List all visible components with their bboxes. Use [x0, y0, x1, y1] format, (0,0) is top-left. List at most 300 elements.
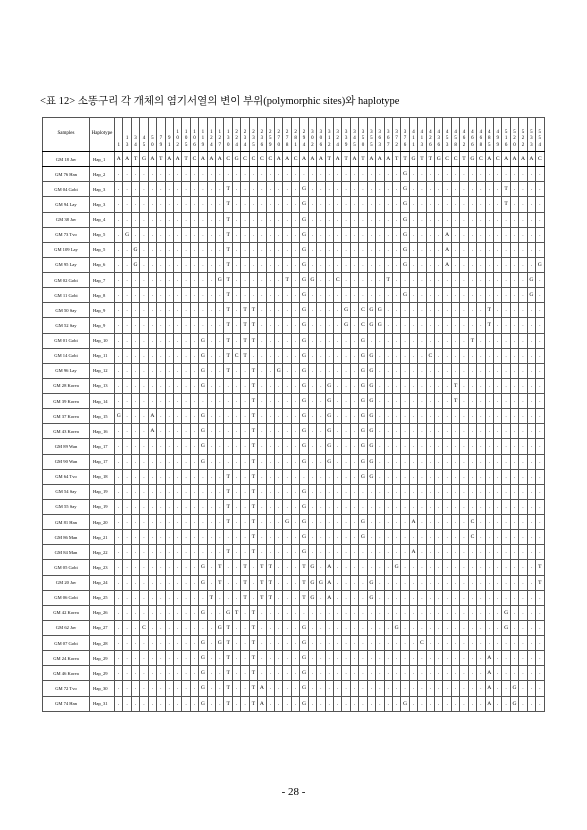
- base-cell: .: [266, 499, 274, 514]
- base-cell: .: [435, 484, 443, 499]
- base-cell: .: [291, 696, 299, 712]
- base-cell: .: [266, 545, 274, 560]
- base-cell: .: [123, 605, 131, 620]
- base-cell: .: [165, 620, 173, 635]
- base-cell: .: [409, 575, 417, 590]
- base-cell: .: [333, 409, 341, 424]
- base-cell: .: [182, 636, 190, 651]
- sample-cell: GM 86 Man: [43, 530, 90, 545]
- site-header: 2 5 9: [266, 118, 274, 152]
- base-cell: .: [409, 454, 417, 469]
- base-cell: G: [359, 515, 367, 530]
- base-cell: .: [510, 560, 518, 575]
- base-cell: .: [173, 590, 181, 605]
- base-cell: .: [165, 212, 173, 227]
- base-cell: A: [207, 152, 215, 167]
- base-cell: .: [266, 363, 274, 378]
- base-cell: .: [510, 469, 518, 484]
- site-header: 2 8 1: [291, 118, 299, 152]
- base-cell: .: [157, 605, 165, 620]
- base-cell: .: [207, 620, 215, 635]
- base-cell: .: [283, 439, 291, 454]
- base-cell: .: [173, 666, 181, 681]
- base-cell: .: [232, 212, 240, 227]
- base-cell: T: [485, 318, 493, 333]
- base-cell: .: [216, 651, 224, 666]
- base-cell: .: [258, 227, 266, 242]
- base-cell: .: [258, 409, 266, 424]
- base-cell: .: [502, 378, 510, 393]
- base-cell: .: [131, 439, 139, 454]
- base-cell: .: [468, 182, 476, 197]
- base-cell: G: [367, 378, 375, 393]
- base-cell: .: [392, 666, 400, 681]
- base-cell: .: [350, 424, 358, 439]
- base-cell: .: [342, 484, 350, 499]
- base-cell: .: [527, 636, 535, 651]
- base-cell: .: [510, 499, 518, 514]
- base-cell: .: [249, 575, 257, 590]
- base-cell: .: [502, 394, 510, 409]
- base-cell: A: [376, 152, 384, 167]
- base-cell: .: [409, 666, 417, 681]
- base-cell: .: [342, 499, 350, 514]
- base-cell: .: [325, 333, 333, 348]
- base-cell: .: [241, 212, 249, 227]
- base-cell: T: [224, 197, 232, 212]
- base-cell: .: [148, 394, 156, 409]
- base-cell: .: [342, 378, 350, 393]
- base-cell: G: [308, 273, 316, 288]
- base-cell: T: [224, 273, 232, 288]
- base-cell: .: [376, 651, 384, 666]
- base-cell: .: [435, 333, 443, 348]
- base-cell: .: [140, 409, 148, 424]
- base-cell: .: [232, 560, 240, 575]
- base-cell: .: [308, 348, 316, 363]
- base-cell: .: [384, 257, 392, 272]
- base-cell: .: [435, 227, 443, 242]
- base-cell: .: [157, 197, 165, 212]
- base-cell: .: [266, 681, 274, 696]
- base-cell: .: [232, 394, 240, 409]
- base-cell: .: [485, 363, 493, 378]
- base-cell: .: [190, 590, 198, 605]
- base-cell: .: [308, 257, 316, 272]
- base-cell: .: [409, 242, 417, 257]
- base-cell: .: [460, 409, 468, 424]
- base-cell: .: [241, 197, 249, 212]
- base-cell: .: [485, 167, 493, 182]
- base-cell: .: [173, 212, 181, 227]
- base-cell: .: [536, 333, 544, 348]
- base-cell: .: [384, 394, 392, 409]
- base-cell: G: [300, 348, 308, 363]
- base-cell: .: [182, 394, 190, 409]
- base-cell: .: [258, 499, 266, 514]
- base-cell: .: [232, 681, 240, 696]
- site-header: 1 1 9: [199, 118, 207, 152]
- base-cell: .: [190, 303, 198, 318]
- base-cell: .: [384, 424, 392, 439]
- base-cell: .: [232, 636, 240, 651]
- base-cell: .: [350, 454, 358, 469]
- base-cell: .: [502, 363, 510, 378]
- base-cell: .: [477, 424, 485, 439]
- base-cell: G: [300, 242, 308, 257]
- base-cell: .: [443, 696, 451, 712]
- base-cell: T: [502, 197, 510, 212]
- base-cell: .: [157, 530, 165, 545]
- base-cell: .: [536, 530, 544, 545]
- base-cell: .: [409, 197, 417, 212]
- base-cell: .: [317, 318, 325, 333]
- base-cell: .: [258, 530, 266, 545]
- base-cell: .: [123, 696, 131, 712]
- base-cell: .: [148, 288, 156, 303]
- base-cell: G: [317, 575, 325, 590]
- base-cell: C: [241, 152, 249, 167]
- base-cell: .: [392, 227, 400, 242]
- base-cell: .: [350, 182, 358, 197]
- base-cell: .: [536, 303, 544, 318]
- base-cell: G: [376, 318, 384, 333]
- site-header: 3 4: [131, 118, 139, 152]
- base-cell: .: [131, 696, 139, 712]
- base-cell: A: [485, 651, 493, 666]
- base-cell: .: [148, 515, 156, 530]
- base-cell: G: [199, 363, 207, 378]
- base-cell: .: [409, 363, 417, 378]
- base-cell: .: [325, 484, 333, 499]
- base-cell: .: [519, 242, 527, 257]
- base-cell: .: [350, 651, 358, 666]
- base-cell: .: [426, 378, 434, 393]
- base-cell: T: [485, 303, 493, 318]
- base-cell: T: [536, 560, 544, 575]
- base-cell: T: [224, 348, 232, 363]
- base-cell: .: [359, 257, 367, 272]
- base-cell: .: [199, 303, 207, 318]
- base-cell: .: [367, 257, 375, 272]
- base-cell: A: [333, 152, 341, 167]
- base-cell: .: [249, 167, 257, 182]
- base-cell: .: [485, 560, 493, 575]
- base-cell: .: [283, 605, 291, 620]
- base-cell: .: [165, 409, 173, 424]
- base-cell: .: [207, 333, 215, 348]
- base-cell: .: [493, 409, 501, 424]
- base-cell: .: [182, 409, 190, 424]
- base-cell: .: [376, 575, 384, 590]
- base-cell: .: [232, 484, 240, 499]
- haplotype-cell: Hap_19: [90, 499, 115, 514]
- base-cell: .: [359, 167, 367, 182]
- base-cell: .: [527, 197, 535, 212]
- base-cell: C: [359, 303, 367, 318]
- base-cell: .: [376, 620, 384, 635]
- base-cell: .: [435, 620, 443, 635]
- haplotype-cell: Hap_16: [90, 424, 115, 439]
- base-cell: .: [435, 605, 443, 620]
- base-cell: .: [190, 197, 198, 212]
- table-row: [43, 152, 545, 167]
- base-cell: .: [367, 651, 375, 666]
- base-cell: .: [392, 651, 400, 666]
- base-cell: .: [510, 197, 518, 212]
- base-cell: .: [140, 197, 148, 212]
- base-cell: T: [224, 333, 232, 348]
- base-cell: A: [367, 152, 375, 167]
- base-cell: .: [376, 454, 384, 469]
- base-cell: A: [148, 152, 156, 167]
- base-cell: C: [536, 152, 544, 167]
- base-cell: .: [443, 484, 451, 499]
- base-cell: .: [266, 197, 274, 212]
- base-cell: .: [232, 318, 240, 333]
- base-cell: .: [216, 681, 224, 696]
- base-cell: .: [207, 484, 215, 499]
- base-cell: .: [258, 303, 266, 318]
- base-cell: .: [283, 318, 291, 333]
- base-cell: .: [384, 636, 392, 651]
- base-cell: .: [510, 227, 518, 242]
- base-cell: .: [401, 575, 409, 590]
- base-cell: .: [291, 636, 299, 651]
- base-cell: .: [443, 303, 451, 318]
- base-cell: .: [216, 515, 224, 530]
- base-cell: .: [401, 454, 409, 469]
- base-cell: .: [190, 469, 198, 484]
- base-cell: .: [317, 666, 325, 681]
- base-cell: .: [249, 348, 257, 363]
- sample-cell: GM 95 Lay: [43, 257, 90, 272]
- base-cell: .: [510, 318, 518, 333]
- sample-cell: GM 43 Korea: [43, 424, 90, 439]
- base-cell: G: [300, 212, 308, 227]
- base-cell: .: [350, 348, 358, 363]
- base-cell: .: [308, 318, 316, 333]
- base-cell: .: [131, 484, 139, 499]
- base-cell: .: [182, 499, 190, 514]
- base-cell: G: [325, 378, 333, 393]
- haplotype-cell: Hap_29: [90, 666, 115, 681]
- base-cell: G: [392, 560, 400, 575]
- base-cell: .: [308, 394, 316, 409]
- base-cell: .: [232, 227, 240, 242]
- base-cell: .: [173, 167, 181, 182]
- base-cell: .: [275, 605, 283, 620]
- base-cell: G: [300, 288, 308, 303]
- base-cell: .: [418, 666, 426, 681]
- base-cell: .: [418, 424, 426, 439]
- base-cell: T: [224, 288, 232, 303]
- base-cell: .: [376, 363, 384, 378]
- base-cell: .: [485, 257, 493, 272]
- base-cell: .: [190, 212, 198, 227]
- base-cell: .: [232, 590, 240, 605]
- base-cell: .: [485, 227, 493, 242]
- base-cell: .: [527, 409, 535, 424]
- base-cell: .: [477, 439, 485, 454]
- base-cell: .: [333, 545, 341, 560]
- samples-header: Samples: [43, 118, 90, 152]
- base-cell: .: [418, 348, 426, 363]
- base-cell: .: [502, 590, 510, 605]
- table-row: [43, 197, 545, 212]
- base-cell: G: [300, 636, 308, 651]
- base-cell: .: [190, 454, 198, 469]
- base-cell: .: [536, 242, 544, 257]
- sample-cell: GM 73 Tvo: [43, 227, 90, 242]
- base-cell: .: [123, 348, 131, 363]
- base-cell: T: [224, 666, 232, 681]
- base-cell: .: [502, 499, 510, 514]
- table-row: [43, 333, 545, 348]
- base-cell: .: [275, 499, 283, 514]
- base-cell: .: [376, 182, 384, 197]
- base-cell: A: [409, 545, 417, 560]
- base-cell: .: [409, 409, 417, 424]
- base-cell: .: [392, 605, 400, 620]
- base-cell: .: [426, 333, 434, 348]
- base-cell: .: [182, 651, 190, 666]
- base-cell: .: [426, 182, 434, 197]
- base-cell: .: [190, 409, 198, 424]
- base-cell: .: [291, 409, 299, 424]
- base-cell: .: [468, 620, 476, 635]
- base-cell: .: [232, 288, 240, 303]
- base-cell: .: [266, 636, 274, 651]
- base-cell: .: [173, 651, 181, 666]
- base-cell: .: [283, 212, 291, 227]
- base-cell: .: [392, 545, 400, 560]
- site-header: 5 0: [148, 118, 156, 152]
- base-cell: .: [199, 227, 207, 242]
- base-cell: .: [165, 378, 173, 393]
- base-cell: .: [342, 651, 350, 666]
- base-cell: .: [317, 469, 325, 484]
- base-cell: .: [317, 242, 325, 257]
- base-cell: .: [317, 620, 325, 635]
- site-header: 4 8 5: [485, 118, 493, 152]
- base-cell: .: [527, 696, 535, 712]
- base-cell: .: [232, 242, 240, 257]
- base-cell: .: [510, 273, 518, 288]
- base-cell: .: [510, 545, 518, 560]
- base-cell: .: [359, 227, 367, 242]
- base-cell: .: [207, 469, 215, 484]
- base-cell: .: [409, 590, 417, 605]
- base-cell: .: [384, 363, 392, 378]
- base-cell: .: [493, 530, 501, 545]
- base-cell: .: [510, 394, 518, 409]
- base-cell: G: [401, 182, 409, 197]
- base-cell: .: [451, 636, 459, 651]
- base-cell: .: [435, 590, 443, 605]
- base-cell: .: [392, 499, 400, 514]
- base-cell: .: [493, 439, 501, 454]
- base-cell: A: [283, 152, 291, 167]
- base-cell: .: [493, 575, 501, 590]
- base-cell: .: [527, 454, 535, 469]
- base-cell: .: [140, 499, 148, 514]
- haplotype-cell: Hap_4: [90, 212, 115, 227]
- base-cell: .: [241, 620, 249, 635]
- base-cell: .: [418, 257, 426, 272]
- base-cell: .: [510, 409, 518, 424]
- base-cell: .: [392, 378, 400, 393]
- base-cell: .: [435, 394, 443, 409]
- site-header: 5 3 3: [527, 118, 535, 152]
- base-cell: .: [207, 499, 215, 514]
- base-cell: .: [232, 257, 240, 272]
- base-cell: T: [249, 424, 257, 439]
- base-cell: .: [190, 666, 198, 681]
- base-cell: .: [157, 303, 165, 318]
- base-cell: .: [333, 651, 341, 666]
- base-cell: .: [409, 696, 417, 712]
- base-cell: C: [190, 152, 198, 167]
- base-cell: .: [350, 696, 358, 712]
- base-cell: .: [266, 409, 274, 424]
- base-cell: .: [435, 651, 443, 666]
- base-cell: .: [435, 530, 443, 545]
- base-cell: A: [258, 696, 266, 712]
- base-cell: .: [451, 424, 459, 439]
- haplotype-cell: Hap_14: [90, 394, 115, 409]
- base-cell: G: [300, 696, 308, 712]
- base-cell: G: [325, 439, 333, 454]
- table-row: [43, 212, 545, 227]
- base-cell: .: [536, 469, 544, 484]
- base-cell: .: [443, 378, 451, 393]
- base-cell: .: [317, 273, 325, 288]
- base-cell: .: [418, 288, 426, 303]
- base-cell: G: [199, 348, 207, 363]
- base-cell: .: [216, 409, 224, 424]
- base-cell: .: [418, 242, 426, 257]
- base-cell: .: [249, 590, 257, 605]
- base-cell: G: [300, 378, 308, 393]
- base-cell: .: [527, 575, 535, 590]
- base-cell: .: [291, 499, 299, 514]
- base-cell: .: [317, 605, 325, 620]
- base-cell: .: [165, 590, 173, 605]
- base-cell: T: [241, 590, 249, 605]
- base-cell: .: [468, 242, 476, 257]
- base-cell: T: [224, 515, 232, 530]
- base-cell: .: [266, 273, 274, 288]
- base-cell: .: [443, 515, 451, 530]
- base-cell: T: [283, 273, 291, 288]
- base-cell: A: [165, 152, 173, 167]
- base-cell: G: [401, 696, 409, 712]
- base-cell: .: [485, 197, 493, 212]
- base-cell: .: [468, 499, 476, 514]
- base-cell: G: [325, 409, 333, 424]
- base-cell: .: [401, 605, 409, 620]
- base-cell: .: [232, 273, 240, 288]
- base-cell: G: [300, 515, 308, 530]
- base-cell: .: [359, 560, 367, 575]
- base-cell: .: [275, 318, 283, 333]
- base-cell: .: [342, 469, 350, 484]
- base-cell: .: [115, 484, 123, 499]
- base-cell: .: [443, 273, 451, 288]
- base-cell: .: [115, 636, 123, 651]
- base-cell: .: [123, 545, 131, 560]
